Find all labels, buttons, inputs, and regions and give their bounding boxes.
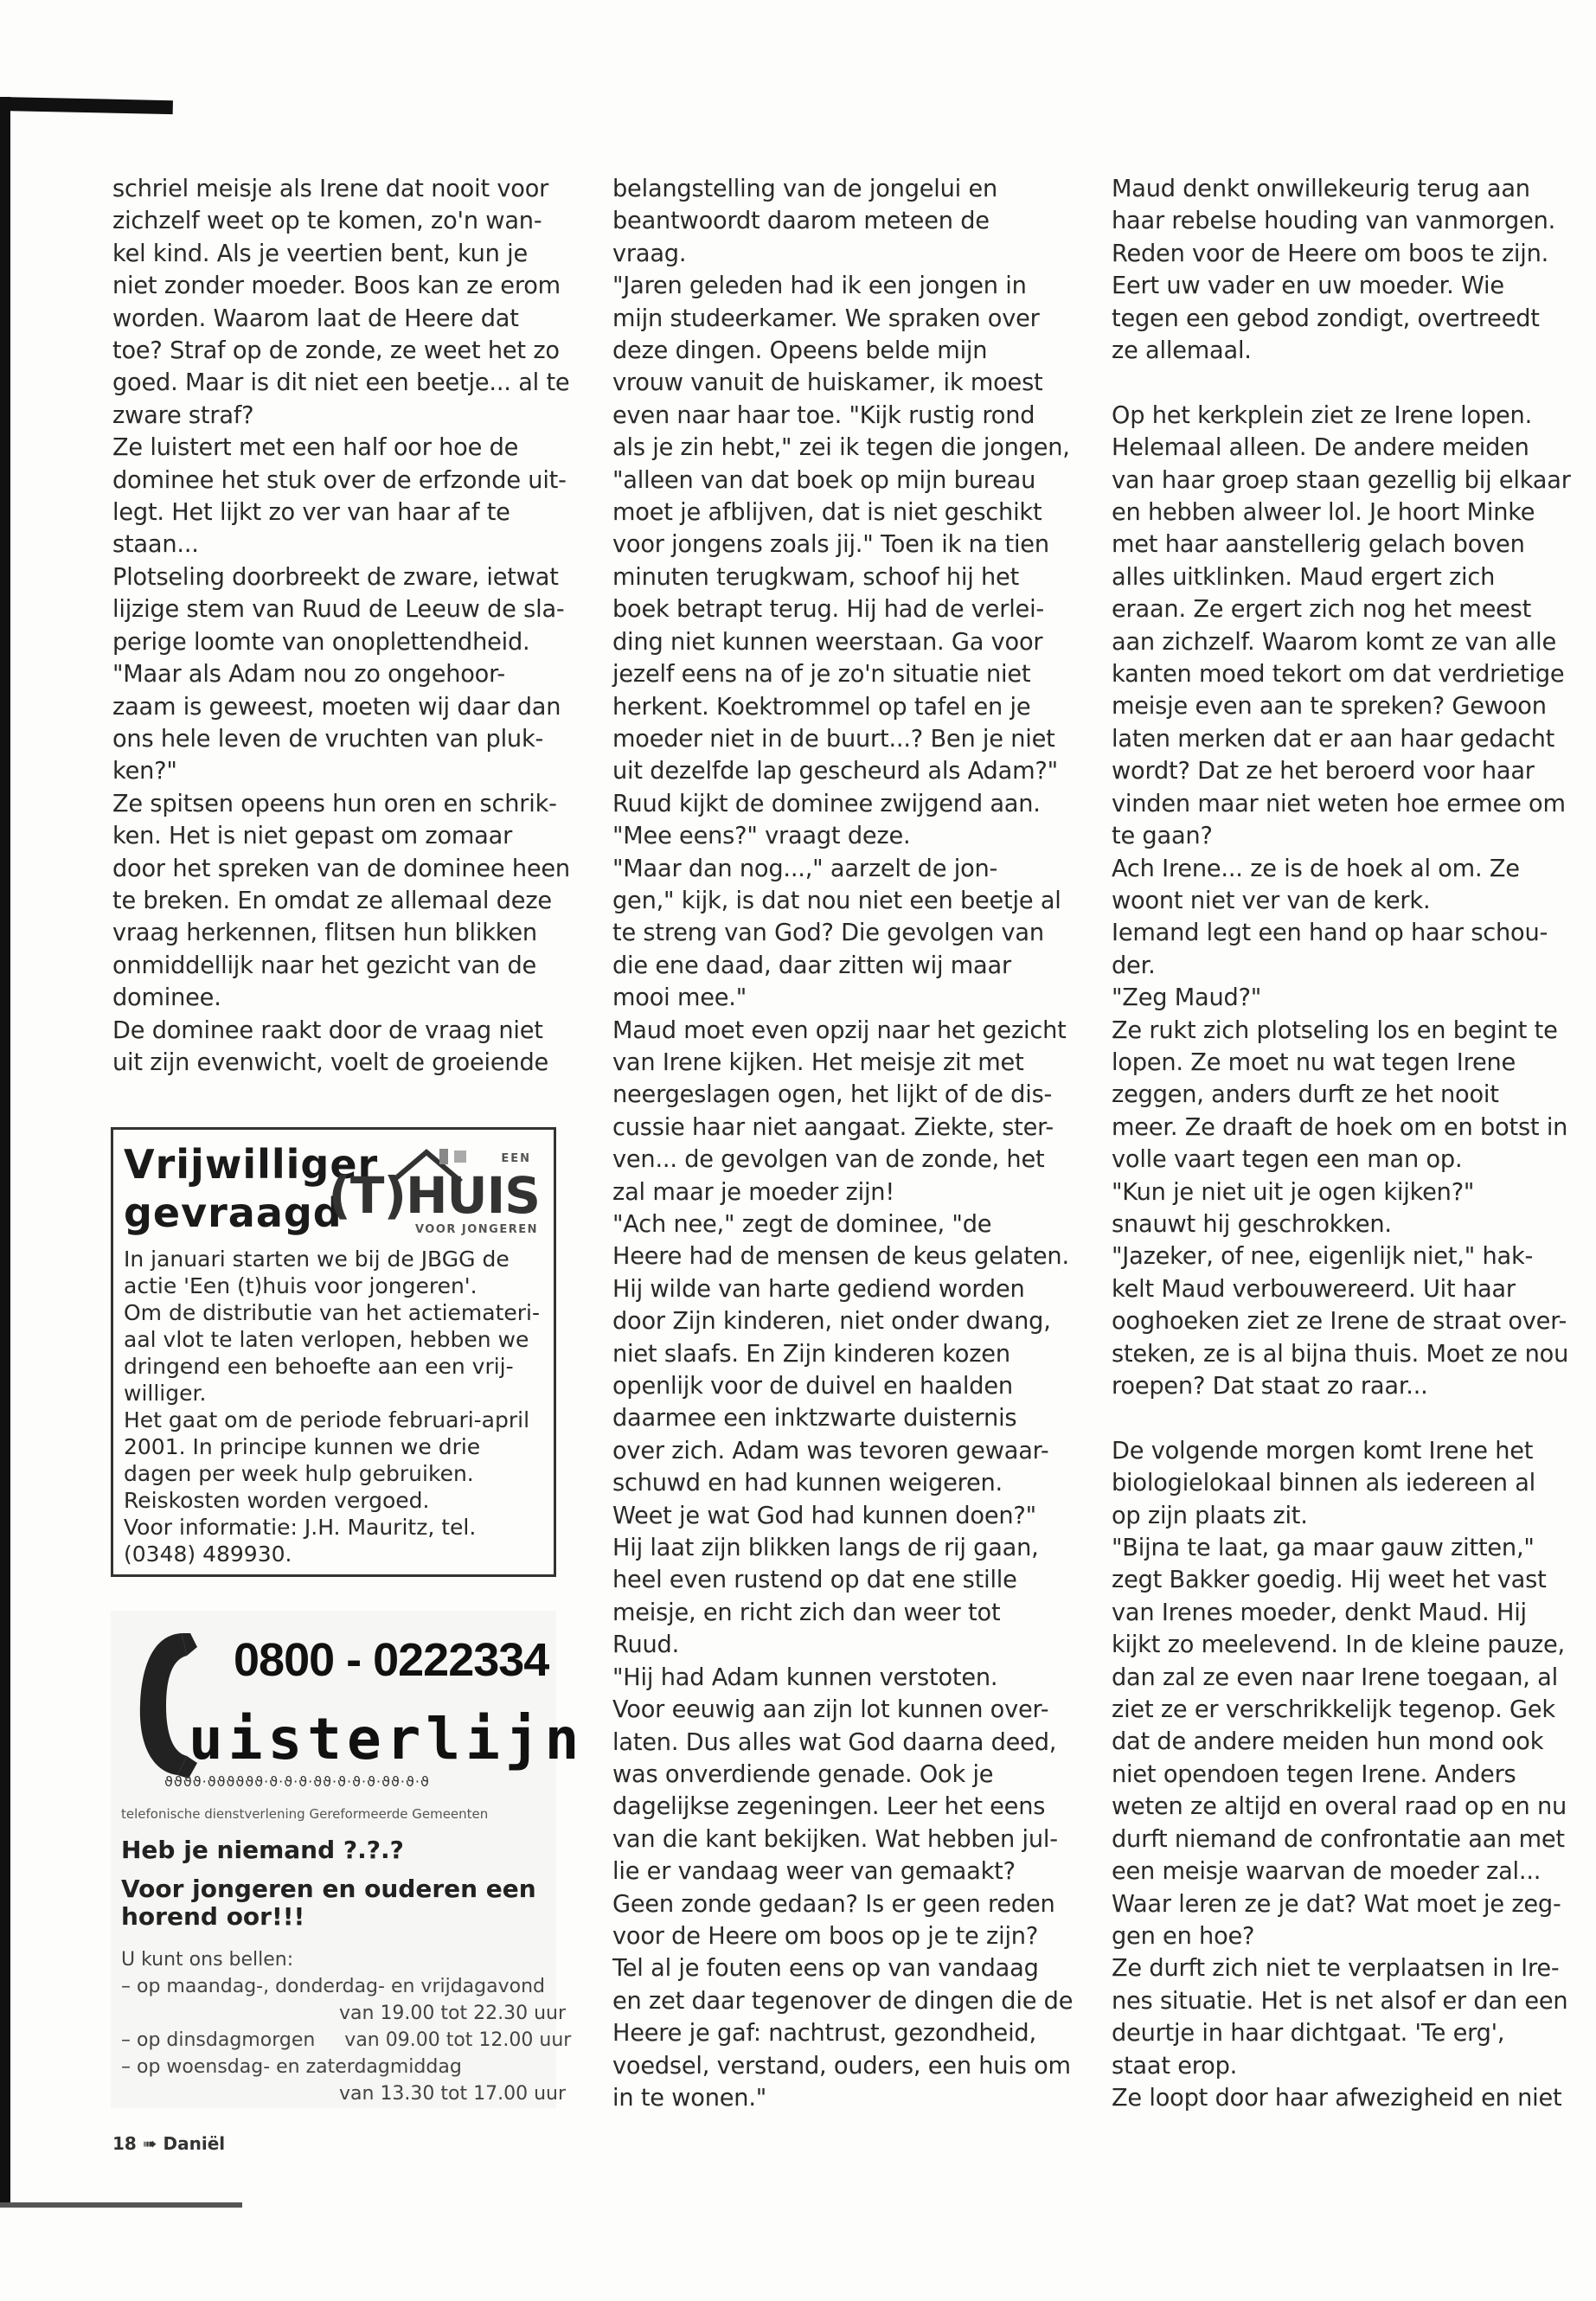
text-line: van Irene kijken. Het meisje zit met (612, 1048, 1024, 1076)
text-line: laten merken dat er aan haar gedacht (1112, 725, 1555, 753)
text-line: eraan. Ze ergert zich nog het meest (1112, 596, 1532, 624)
text-line: te gaan? (1112, 823, 1213, 850)
text-line: zal maar je moeder zijn! (612, 1178, 895, 1206)
text-line: door het spreken van de dominee heen (112, 855, 570, 882)
text-line: "alleen van dat boek op mijn bureau (612, 466, 1036, 494)
text-line: Tel al je fouten eens op van vandaag (612, 1955, 1039, 1983)
text-line: 2001. In principe kunnen we drie (124, 1434, 481, 1459)
text-line: even naar haar toe. "Kijk rustig rond (612, 401, 1035, 429)
arrow-icon: ➠ (142, 2133, 157, 2154)
text-line: laten. Dus alles wat God daarna deed, (612, 1728, 1057, 1756)
text-line: Eert uw vader en uw moeder. Wie (1112, 272, 1504, 300)
text-line: meisje, en richt zich dan weer tot (612, 1599, 1001, 1626)
text-line: "Jazeker, of nee, eigenlijk niet," hak- (1112, 1243, 1534, 1271)
text-line: perige loomte van onoplettendheid. (112, 628, 530, 656)
text-line: heel even rustend op dat ene stille (612, 1567, 1017, 1594)
text-line: der. (1112, 952, 1156, 979)
text-line: Waar leren ze je dat? Wat moet je zeg- (1112, 1890, 1561, 1918)
text-line: Ze loopt door haar afwezigheid en niet (1112, 2084, 1562, 2112)
text-line: durft niemand de confrontatie aan met (1112, 1825, 1565, 1853)
text-line: Reiskosten worden vergoed. (124, 1488, 430, 1513)
scan-edge-bottom (0, 2202, 242, 2208)
text-line: voor jongens zoals jij." Toen ik na tien (612, 531, 1049, 559)
text-line: Hij wilde van harte gediend worden (612, 1275, 1025, 1303)
text-line: boek betrapt terug. Hij had de verlei- (612, 596, 1045, 624)
text-line: kijkt zo meelevend. In de kleine pauze, (1112, 1631, 1565, 1659)
thuis-logo (328, 1140, 543, 1236)
column-3 (1112, 173, 1571, 2114)
text-line: dat de andere meiden hun mond ook (1112, 1728, 1544, 1756)
luisterlijn-subheadline (121, 1875, 536, 1931)
text-line: dagen per week hulp gebruiken. (124, 1461, 474, 1486)
text-line: dringend een behoefte aan een vrij- (124, 1354, 514, 1379)
hours-row2-time: van 09.00 tot 12.00 uur (344, 2029, 572, 2051)
text-line: moeder niet in de buurt...? Ben je niet (612, 725, 1055, 753)
text-line: Om de distributie van het actiemateri- (124, 1300, 541, 1325)
text-line: actie 'Een (t)huis voor jongeren'. (124, 1273, 478, 1298)
hours-row3-label: – op woensdag- en zaterdagmiddag (121, 2056, 462, 2078)
text-line: "Hij had Adam kunnen verstoten. (612, 1663, 998, 1691)
text-line: te breken. En omdat ze allemaal deze (112, 887, 552, 914)
text-line: uit dezelfde lap gescheurd als Adam?" (612, 758, 1058, 785)
text-line: ziet ze er verschrikkelijk tegenop. Gek (1112, 1696, 1555, 1724)
text-line: zware straf? (112, 401, 254, 429)
text-line: gen en hoe? (1112, 1922, 1255, 1950)
text-line: alles uitklinken. Maud ergert zich (1112, 563, 1496, 591)
text-line: Ach Irene... ze is de hoek al om. Ze (1112, 855, 1520, 882)
text-line: Het gaat om de periode februari-april (124, 1407, 530, 1433)
text-line: williger. (124, 1381, 207, 1406)
text-line: kel kind. Als je veertien bent, kun je (112, 240, 529, 267)
text-line: Helemaal alleen. De andere meiden (1112, 434, 1529, 462)
text-line: biologielokaal binnen als iedereen al (1112, 1470, 1536, 1497)
text-line: weten ze altijd en overal raad op en nu (1112, 1793, 1567, 1821)
text-line: voor de Heere om boos op je te zijn? (612, 1922, 1039, 1950)
text-line: nes situatie. Het is net alsof er dan een (1112, 1987, 1568, 2015)
text-line: cussie haar niet aangaat. Ziekte, ster- (612, 1113, 1054, 1141)
text-line: Ruud kijkt de dominee zwijgend aan. (612, 790, 1041, 817)
hours-row1-time: van 19.00 tot 22.30 uur (339, 2003, 567, 2024)
opening-hours (121, 1946, 571, 2107)
text-line: en hebben alweer lol. Je hoort Minke (1112, 499, 1535, 527)
text-line: kanten moed tekort om dat verdrietige (1112, 661, 1565, 689)
luisterlijn-phone-number: 0800 - 0222334 (234, 1634, 549, 1686)
text-line: van haar groep staan gezellig bij elkaar (1112, 466, 1571, 494)
text-line: "Bijna te laat, ga maar gauw zitten," (1112, 1535, 1535, 1562)
text-line: Ze rukt zich plotseling los en begint te (1112, 1016, 1558, 1044)
text-line: dominee. (112, 984, 221, 1012)
text-line: Weet je wat God had kunnen doen?" (612, 1502, 1036, 1529)
text-line: snauwt hij geschrokken. (1112, 1210, 1392, 1238)
text-line: Voor informatie: J.H. Mauritz, tel. (124, 1515, 477, 1540)
text-line: Op het kerkplein ziet ze Irene lopen. (1112, 401, 1533, 429)
text-line (1112, 367, 1561, 399)
text-line: dominee het stuk over de erfzonde uit- (112, 466, 567, 494)
text-line: lijzige stem van Ruud de Leeuw de sla- (112, 596, 565, 624)
text-line: aan zichzelf. Waarom komt ze van alle (1112, 628, 1556, 656)
text-line: staat erop. (1112, 2052, 1238, 2080)
text-line: lie er vandaag weer van gemaakt? (612, 1858, 1016, 1886)
logo-een: EEN (501, 1152, 531, 1165)
text-line: woont niet ver van de kerk. (1112, 887, 1431, 914)
text-line: toe? Straf op de zonde, ze weet het zo (112, 337, 560, 365)
hours-row2-label: – op dinsdagmorgen (121, 2029, 316, 2051)
text-line: worden. Waarom laat de Heere dat (112, 304, 519, 332)
text-line: ons hele leven de vruchten van pluk- (112, 725, 544, 753)
text-line: schriel meisje als Irene dat nooit voor (112, 176, 549, 202)
volunteer-ad-box (111, 1127, 556, 1577)
text-line: deze dingen. Opeens belde mijn (612, 337, 988, 365)
hours-row3-time: van 13.30 tot 17.00 uur (339, 2083, 567, 2105)
text-line: belangstelling van de jongelui en (612, 176, 998, 202)
hours-intro: U kunt ons bellen: (121, 1949, 294, 1971)
text-line: Maud denkt onwillekeurig terug aan (1112, 176, 1530, 202)
volunteer-heading-line2: gevraagd (124, 1189, 343, 1236)
luisterlijn-wordmark: uisterlijn (189, 1706, 585, 1772)
scan-edge-left (0, 97, 10, 2208)
text-line: mijn studeerkamer. We spraken over (612, 304, 1040, 332)
text-line: zaam is geweest, moeten wij daar dan (112, 693, 561, 721)
text-line: van Irenes moeder, denkt Maud. Hij (1112, 1599, 1527, 1626)
text-line: meer. Ze draaft de hoek om en botst in (1112, 1113, 1568, 1141)
text-line: op zijn plaats zit. (1112, 1502, 1308, 1529)
text-line: niet zonder moeder. Boos kan ze erom (112, 272, 561, 300)
text-line: vrouw vanuit de huiskamer, ik moest (612, 369, 1043, 397)
text-line: (0348) 489930. (124, 1541, 292, 1567)
text-line: niet slaafs. En Zijn kinderen kozen (612, 1340, 1010, 1368)
text-line: uit zijn evenwicht, voelt de groeiende (112, 1048, 549, 1076)
text-line: van die kant bekijken. Wat hebben jul- (612, 1825, 1058, 1853)
text-line: ding niet kunnen weerstaan. Ga voor (612, 628, 1043, 656)
text-line: als je zin hebt," zei ik tegen die jongen, (612, 434, 1070, 462)
text-line: neergeslagen ogen, het lijkt of de dis- (612, 1081, 1053, 1109)
volunteer-heading-line1: Vrijwilliger (124, 1141, 379, 1188)
text-line: schuwd en had kunnen weigeren. (612, 1470, 1003, 1497)
text-line: vinden maar niet weten hoe ermee om (1112, 790, 1566, 817)
column-1 (112, 173, 570, 1079)
text-line: In januari starten we bij de JBGG de (124, 1247, 510, 1272)
text-line: mooi mee." (612, 984, 747, 1012)
text-line: jezelf eens na of je zo'n situatie niet (612, 661, 1031, 689)
text-line: een meisje waarvan de moeder zal... (1112, 1858, 1542, 1886)
text-line: Ze luistert met een half oor hoe de (112, 434, 519, 462)
luisterlijn-headline: Heb je niemand ?.?.? (121, 1836, 404, 1864)
text-line: met haar aanstellerig gelach boven (1112, 531, 1525, 559)
text-line: ooghoeken ziet ze Irene de straat over- (1112, 1308, 1567, 1336)
volunteer-ad-body (124, 1246, 543, 1567)
text-line: onmiddellijk naar het gezicht van de (112, 952, 537, 979)
text-line: goed. Maar is dit niet een beetje... al te (112, 369, 570, 397)
text-line (1112, 1402, 1561, 1434)
hours-row1-label: – op maandag-, donderdag- en vrijdagavond (121, 1976, 545, 1997)
text-line: zichzelf weet op te komen, zo'n wan- (112, 208, 542, 235)
text-line: steken, ze is al bijna thuis. Moet ze nou (1112, 1340, 1569, 1368)
text-line: niet opendoen tegen Irene. Anders (1112, 1760, 1516, 1788)
text-line: en zet daar tegenover de dingen die de (612, 1987, 1074, 2015)
scan-edge-top (0, 97, 173, 114)
text-line: Voor eeuwig aan zijn lot kunnen over- (612, 1696, 1049, 1724)
text-line: Heere je gaf: nachtrust, gezondheid, (612, 2020, 1036, 2048)
text-line: herkent. Koektrommel op tafel en je (612, 693, 1031, 721)
text-line: vraag. (612, 240, 687, 267)
text-line: Ruud. (612, 1631, 680, 1659)
text-line: zeggen, anders durft ze het nooit (1112, 1081, 1499, 1109)
text-line: daarmee een inktzwarte duisternis (612, 1405, 1017, 1433)
text-line: openlijk voor de duivel en haalden (612, 1373, 1013, 1400)
text-line: Maud moet even opzij naar het gezicht (612, 1016, 1067, 1044)
text-line: De dominee raakt door de vraag niet (112, 1016, 543, 1044)
text-line: moet je afblijven, dat is niet geschikt (612, 499, 1042, 527)
text-line: lopen. Ze moet nu wat tegen Irene (1112, 1048, 1516, 1076)
text-line: tegen een gebod zondigt, overtreedt (1112, 304, 1540, 332)
text-line: De volgende morgen komt Irene het (1112, 1437, 1534, 1465)
subheadline-line2: horend oor!!! (121, 1902, 305, 1931)
text-line: dan zal ze even naar Irene toegaan, al (1112, 1663, 1558, 1691)
text-line: Plotseling doorbreekt de zware, ietwat (112, 563, 559, 591)
text-line: was onverdiende genade. Ook je (612, 1760, 994, 1788)
text-line: "Maar als Adam nou zo ongehoor- (112, 661, 505, 689)
wave-ornament: ϑϑϑϑ·ϑϑϑϑϑϑ·ϑ·ϑ·ϑ·ϑϑ·ϑ·ϑ·ϑ·ϑϑ·ϑ·ϑ (164, 1773, 430, 1790)
text-line: door Zijn kinderen, niet onder dwang, (612, 1308, 1051, 1336)
text-line: roepen? Dat staat zo raar... (1112, 1373, 1428, 1400)
text-line: haar rebelse houding van vanmorgen. (1112, 208, 1556, 235)
text-line: Iemand legt een hand op haar schou- (1112, 920, 1548, 947)
text-line: ken. Het is niet gepast om zomaar (112, 823, 513, 850)
text-line: aal vlot te laten verlopen, hebben we (124, 1327, 529, 1352)
page-footer (112, 2133, 225, 2154)
text-line: deurtje in haar dichtgaat. 'Te erg', (1112, 2020, 1505, 2048)
text-line: over zich. Adam was tevoren gewaar- (612, 1437, 1049, 1465)
text-line: minuten terugkwam, schoof hij het (612, 563, 1020, 591)
text-line: dagelijkse zegeningen. Leer het eens (612, 1793, 1046, 1821)
text-line: kelt Maud verbouwereerd. Uit haar (1112, 1275, 1516, 1303)
text-line: "Kun je niet uit je ogen kijken?" (1112, 1178, 1475, 1206)
text-line: Ze durft zich niet te verplaatsen in Ire- (1112, 1955, 1560, 1983)
text-line: vraag herkennen, flitsen hun blikken (112, 920, 537, 947)
subheadline-line1: Voor jongeren en ouderen een (121, 1875, 536, 1903)
text-line: ze allemaal. (1112, 337, 1252, 365)
text-line: Geen zonde gedaan? Is er geen reden (612, 1890, 1055, 1918)
text-line: "Maar dan nog...," aarzelt de jon- (612, 855, 998, 882)
text-line: beantwoordt daarom meteen de (612, 208, 990, 235)
text-line: "Zeg Maud?" (1112, 984, 1262, 1012)
text-line: Heere had de mensen de keus gelaten. (612, 1243, 1069, 1271)
column-2 (612, 173, 1074, 2114)
text-line: in te wonen." (612, 2084, 767, 2112)
text-line: wordt? Dat ze het beroerd voor haar (1112, 758, 1535, 785)
text-line: Reden voor de Heere om boos te zijn. (1112, 240, 1549, 267)
text-line: "Mee eens?" vraagt deze. (612, 823, 911, 850)
text-line: volle vaart tegen een man op. (1112, 1146, 1463, 1174)
text-line: gen," kijk, is dat nou niet een beetje al (612, 887, 1061, 914)
page-number: 18 (112, 2133, 137, 2154)
text-line: Ze spitsen opeens hun oren en schrik- (112, 790, 557, 817)
text-line: Hij laat zijn blikken langs de rij gaan, (612, 1535, 1039, 1562)
text-line: ken?" (112, 758, 177, 785)
text-line: voedsel, verstand, ouders, een huis om (612, 2052, 1071, 2080)
text-line: legt. Het lijkt zo ver van haar af te (112, 499, 510, 527)
text-line: te streng van God? Die gevolgen van (612, 920, 1044, 947)
text-line: die ene daad, daar zitten wij maar (612, 952, 1011, 979)
text-line: meisje even aan te spreken? Gewoon (1112, 693, 1547, 721)
luisterlijn-subtitle: telefonische dienstverlening Gereformeerde Gemeenten (121, 1806, 489, 1822)
text-line: zegt Bakker goedig. Hij weet het vast (1112, 1567, 1547, 1594)
magazine-name: Daniël (163, 2133, 226, 2154)
logo-voor-jongeren: VOOR JONGEREN (414, 1223, 538, 1236)
text-line: staan... (112, 531, 199, 559)
logo-thuis: (T)HUIS (328, 1166, 540, 1225)
text-line: "Jaren geleden had ik een jongen in (612, 272, 1027, 300)
text-line: "Ach nee," zegt de dominee, "de (612, 1211, 992, 1238)
text-line: ven... de gevolgen van de zonde, het (612, 1146, 1045, 1174)
